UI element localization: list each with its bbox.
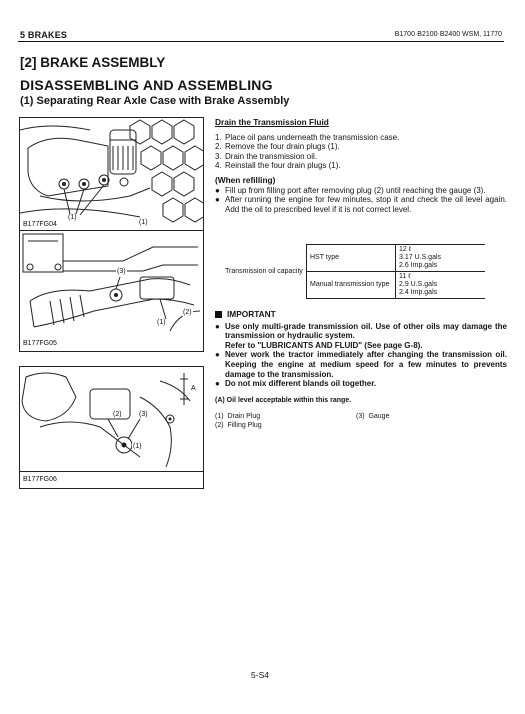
figure-id-box [19, 471, 204, 489]
capacity-label: Transmission oil capacity [222, 245, 307, 299]
figure-id: B177FG05 [23, 340, 57, 347]
drain-step: 1. Place oil pans underneath the transmission case. [215, 132, 400, 142]
important-bullet: ● Never work the tractor immediately after changing the transmission oil. Keeping the engine at medium speed for a few minutes to prevents damage to the transmission. [215, 350, 507, 379]
figure-oil-gauge-illustration [20, 367, 203, 472]
figure-callout: (1) [68, 214, 77, 221]
page-number: 5-S4 [251, 670, 269, 680]
important-bullets [215, 322, 507, 389]
drain-section [215, 118, 507, 214]
drain-step: 3. Drain the transmission oil. [215, 151, 318, 161]
capacity-value: 12 ℓ 3.17 U.S.gals 2.6 Imp.gals [396, 245, 486, 272]
subsection-title: (1) Separating Rear Axle Case with Brake Assembly [20, 95, 290, 107]
important-bullet: ● Use only multi-grade transmission oil. Use of other oils may damage the transmission or hydraulic system. Refer to "LUBRICANTS AND FLUID" (See page G-8). [215, 321, 507, 350]
drain-heading: Drain the Transmission Fluid [215, 117, 329, 127]
figure-callout: (1) [157, 319, 166, 326]
running-header-section: 5 BRAKES [20, 30, 68, 40]
legend-item: (3) Gauge [356, 413, 390, 420]
figure-callout: (3) [139, 411, 148, 418]
capacity-type: Manual transmission type [307, 272, 396, 299]
capacity-value: 11 ℓ 2.9 U.S.gals 2.4 Imp.gals [396, 272, 486, 299]
figure-callout: (1) [139, 219, 148, 226]
refill-bullet: ● Fill up from filling port after removing plug (2) until reaching the gauge (3). [215, 185, 486, 195]
refill-heading: (When refilling) [215, 174, 276, 185]
important-heading: IMPORTANT [215, 310, 507, 320]
capacity-table [222, 244, 485, 299]
figure-callout: (1) [133, 443, 142, 450]
figure-filling-port [19, 230, 204, 352]
figure-filling-port-illustration [20, 231, 203, 351]
capacity-type: HST type [307, 245, 396, 272]
legend-item: (1) Drain Plug [215, 413, 261, 420]
important-square-icon [215, 311, 222, 318]
important-bullet: ● Do not mix different blands oil together. [215, 379, 377, 389]
oil-level-note: (A) Oil level acceptable within this range. [215, 397, 352, 404]
figure-callout: (2) [113, 411, 122, 418]
figure-drain-plugs [19, 117, 204, 232]
figure-id: B177FG04 [23, 221, 57, 228]
refill-bullet: ● After running the engine for few minutes, stop it and check the oil level again. Add the oil to prescribed level if it is not correct level. [215, 195, 507, 214]
figure-callout: (3) [117, 268, 126, 275]
important-section [215, 310, 507, 389]
legend-item: (2) Filling Plug [215, 422, 262, 429]
section-title: [2] BRAKE ASSEMBLY [20, 55, 166, 70]
figure-drain-plugs-illustration [20, 118, 203, 231]
header-rule [18, 41, 504, 42]
refill-bullets [215, 186, 507, 215]
drain-step: 4. Reinstall the four drain plugs (1). [215, 161, 341, 171]
main-title: DISASSEMBLING AND ASSEMBLING [20, 77, 273, 93]
drain-step: 2. Remove the four drain plugs (1). [215, 142, 340, 152]
figure-callout: (2) [183, 309, 192, 316]
figure-oil-gauge [19, 366, 204, 473]
figure-id: B177FG06 [23, 476, 57, 483]
figure-callout: A [191, 385, 196, 392]
running-header-models: B1700·B2100·B2400 WSM, 11770 [394, 31, 502, 38]
drain-steps [215, 133, 507, 171]
